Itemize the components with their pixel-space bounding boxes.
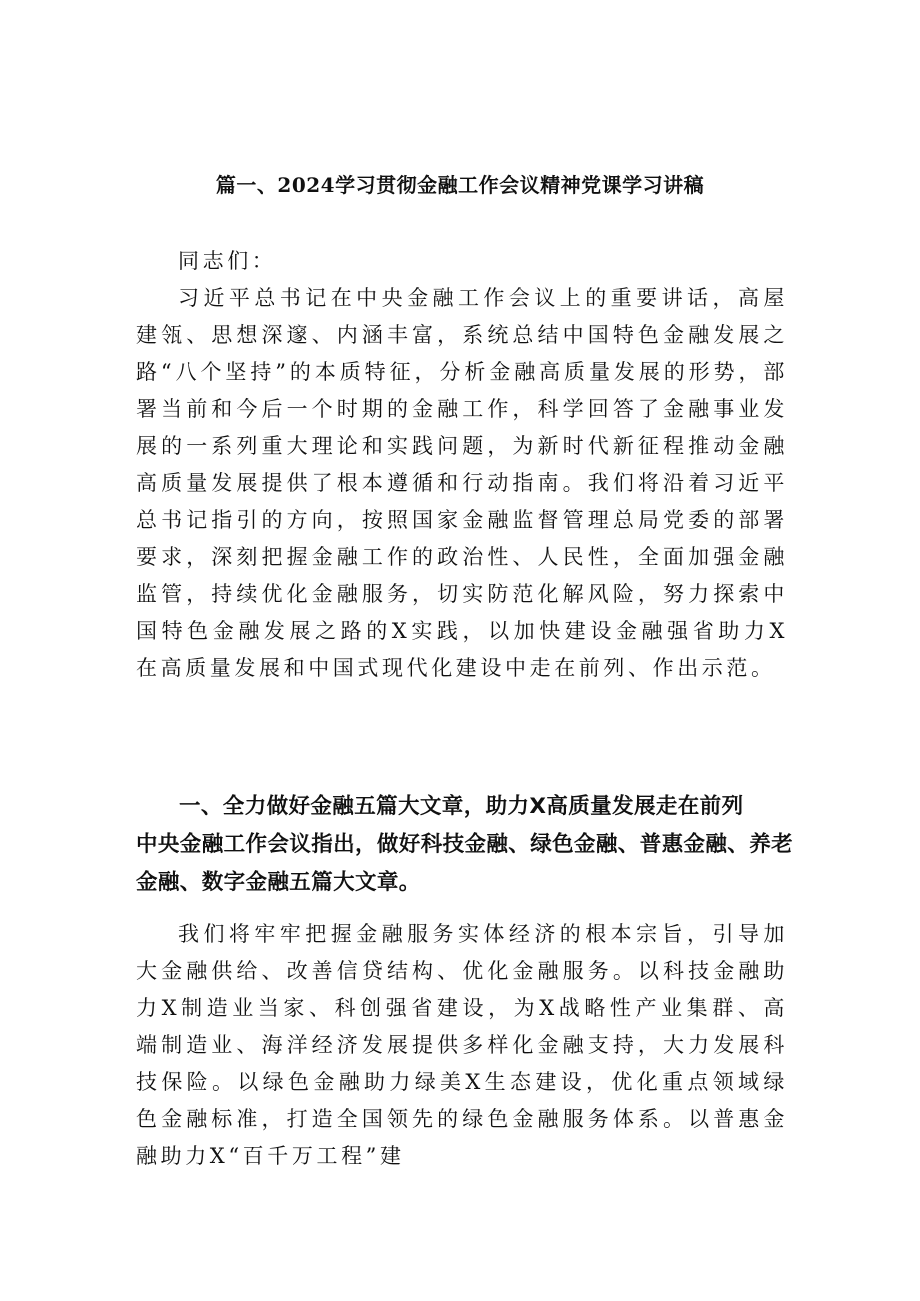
section-heading: 一、全力做好金融五篇大文章，助力X高质量发展走在前列 xyxy=(179,794,744,819)
opening-section xyxy=(136,243,788,687)
salutation: 同志们： xyxy=(178,249,277,273)
section-one-body xyxy=(136,916,788,1175)
document-title: 篇一、2024学习贯彻金融工作会议精神党课学习讲稿 xyxy=(215,173,705,197)
paragraph-intro: 习近平总书记在中央金融工作会议上的重要讲话，高屋建瓴、思想深邃、内涵丰富，系统总结中国特色金融发展之路“八个坚持”的本质特征，分析金融高质量发展的形势，部署当前和今后一个时期的金融工作，科学回答了金融事业发展的一系列重大理论和实践问题，为新时代新征程推动金融高质量发展提供了根本遵循和行动指南。我们将沿着习近平总书记指引的方向，按照国家金融监督管理总局党委的部署要求，深刻把握金融工作的政治性、人民性，全面加强金融监管，持续优化金融服务，切实防范化解风险，努力探索中国特色金融发展之路的X实践，以加快建设金融强省助力X在高质量发展和中国式现代化建设中走在前列、作出示范。 xyxy=(136,286,788,680)
section-one xyxy=(136,788,806,902)
section-lead: 中央金融工作会议指出，做好科技金融、绿色金融、普惠金融、养老金融、数字金融五篇大文章。 xyxy=(136,832,794,895)
paragraph-section-one: 我们将牢牢把握金融服务实体经济的根本宗旨，引导加大金融供给、改善信贷结构、优化金融服务。以科技金融助力X制造业当家、科创强省建设，为X战略性产业集群、高端制造业、海洋经济发展提供多样化金融支持，大力发展科技保险。以绿色金融助力绿美X生态建设，优化重点领域绿色金融标准，打造全国领先的绿色金融服务体系。以普惠金融助力X“百千万工程”建 xyxy=(136,922,788,1168)
